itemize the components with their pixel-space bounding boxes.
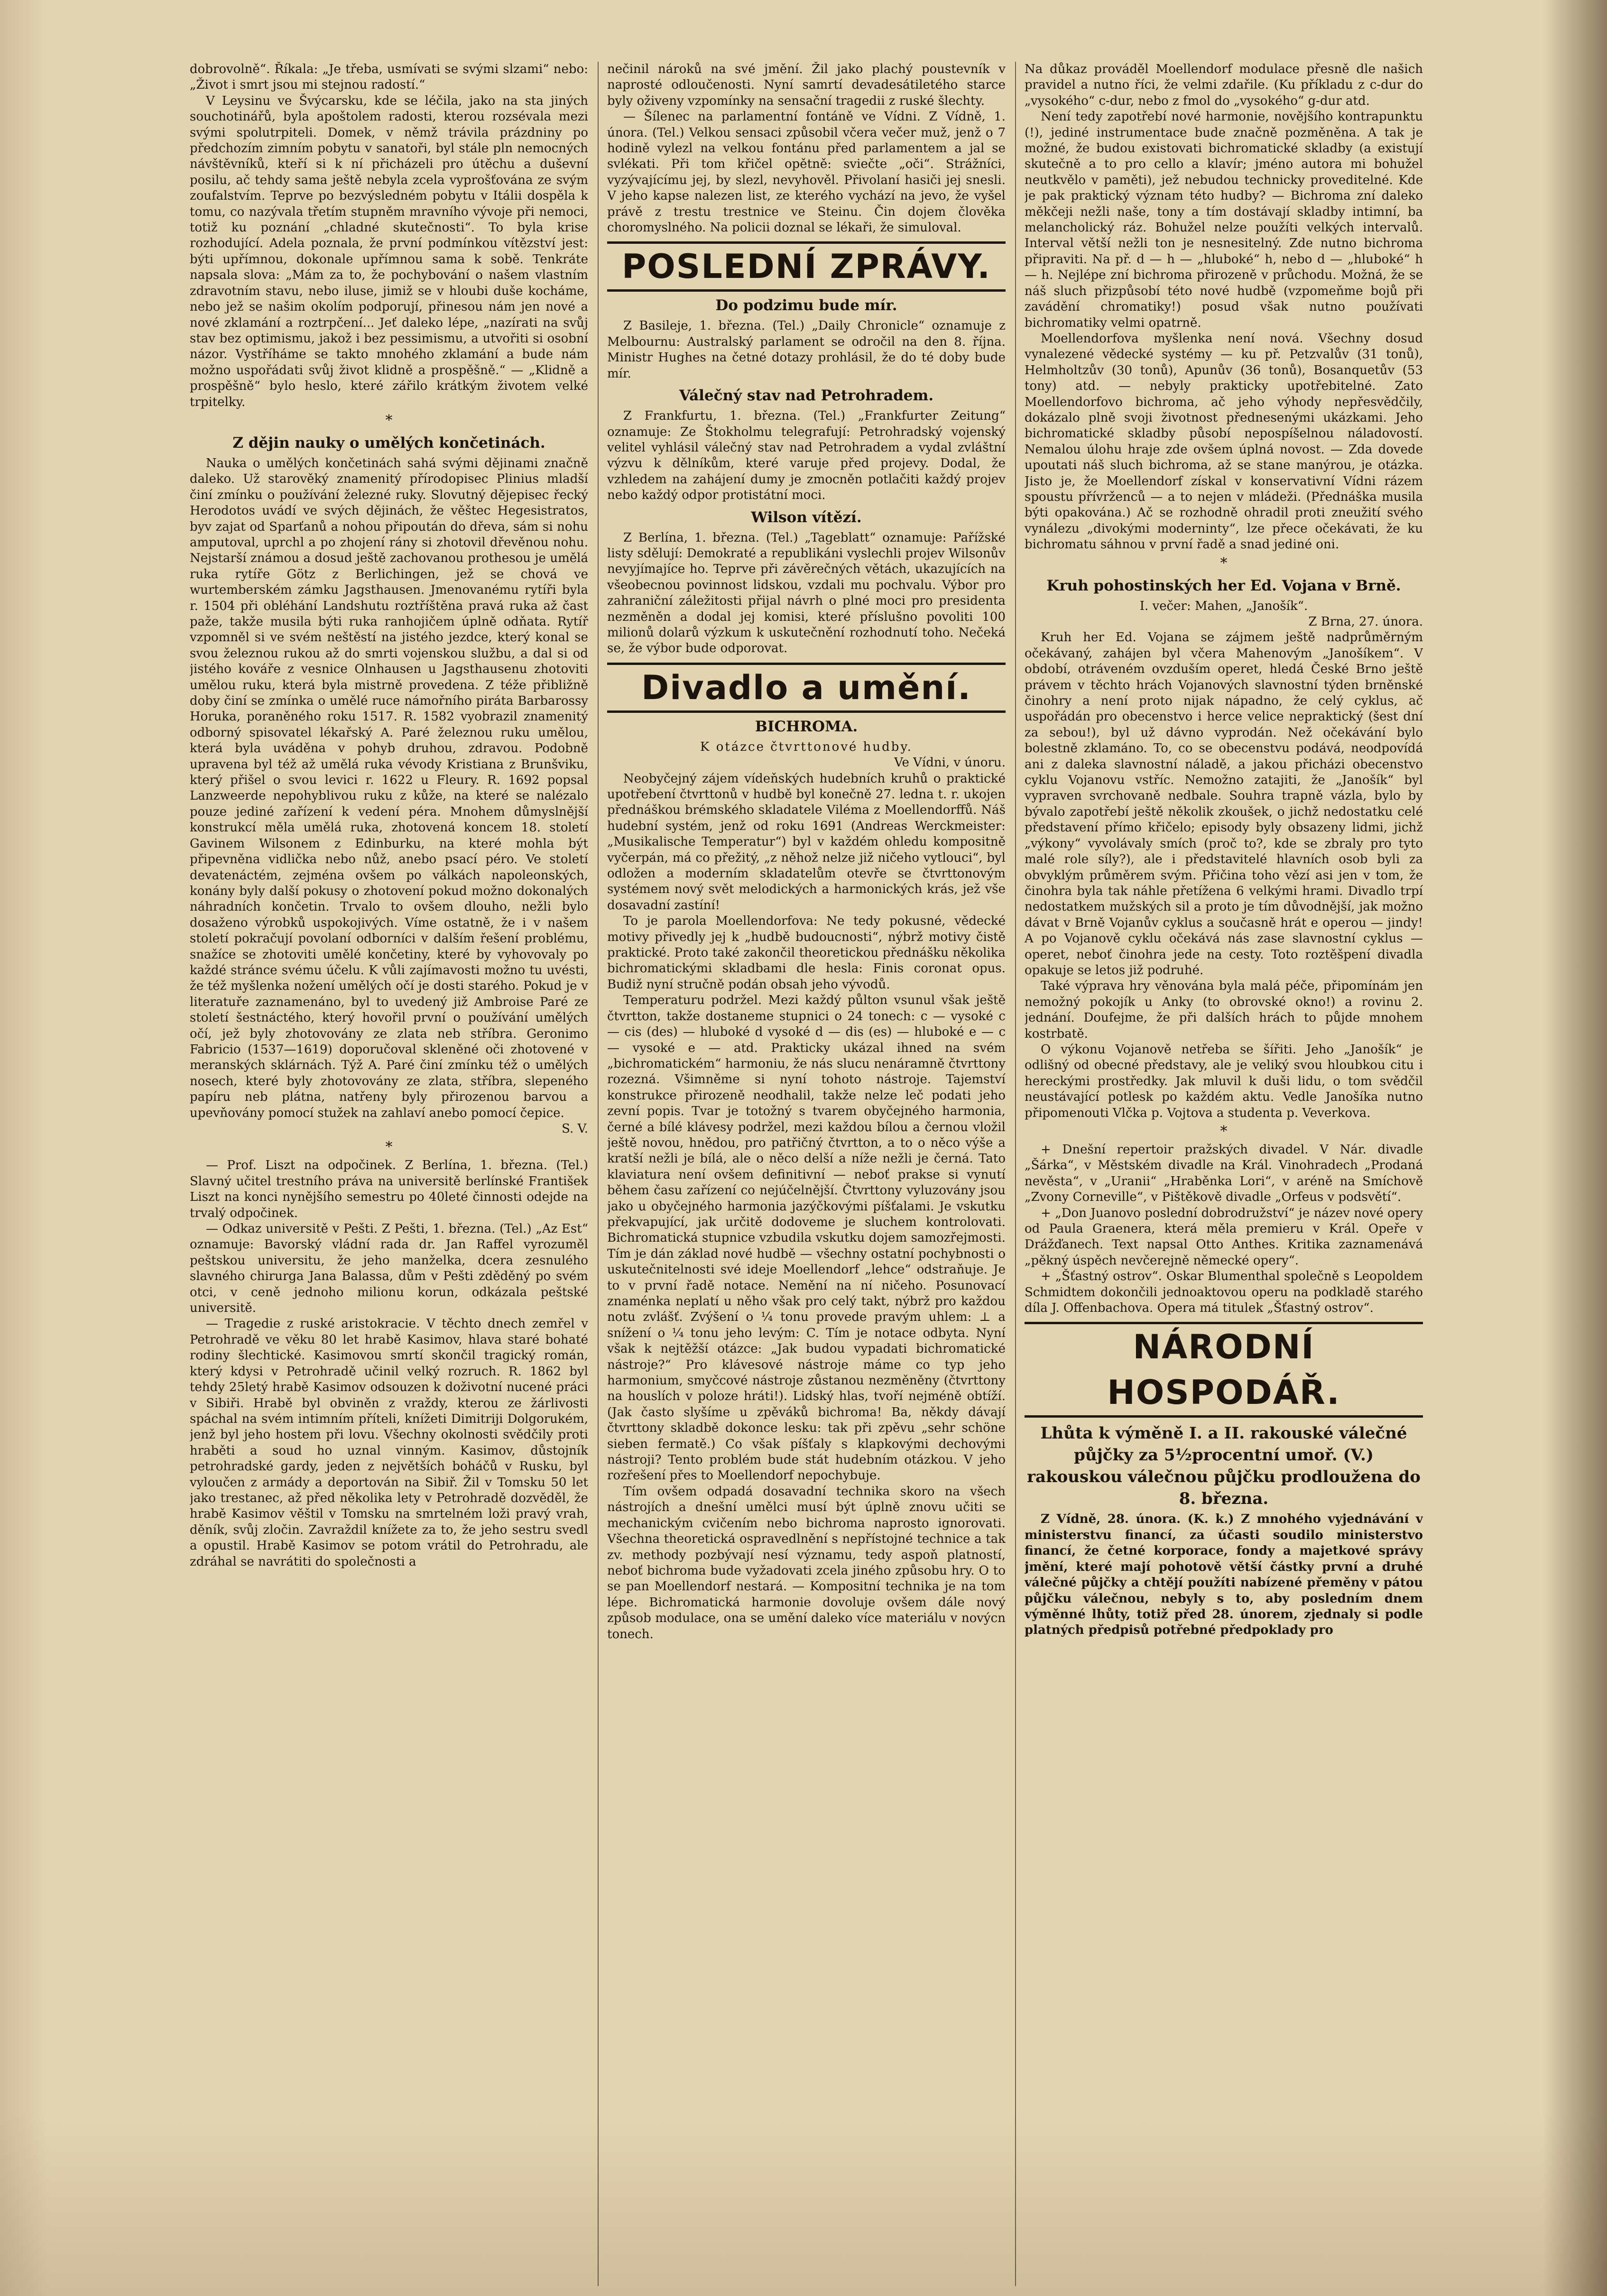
- news-item-odkaz: — Odkaz universitě v Pešti. Z Pešti, 1. března. (Tel.) „Az Est“ oznamuje: Bavorský vládní rada dr. Jan Raffel vyrozuměl peštskou universitu, že jeho manželka, dcera zesnulého slavného chirurga Jana Balassa, dům v Pešti zděděný po svém otci, v ceně jednoho milionu korun, odkázala peštské universitě.: [190, 1222, 588, 1316]
- column-rule-right: [1015, 62, 1016, 2286]
- heading-do-podzimu: Do podzimu bude mír.: [715, 297, 897, 314]
- news-item-don-juan: + „Don Juanovo poslední dobrodružství“ je název nové opery od Paula Graenera, která měla premieru v Král. Opeře v Drážďanech. Text napsal Otto Anthes. Kritika zaznamenává „pěkný úspěch nevčerejně německé opery“.: [1025, 1206, 1423, 1268]
- heading-wilson: Wilson vítězí.: [751, 508, 862, 526]
- article-lhuta-text: Z Vídně, 28. února. (K. k.) Z mnohého vyjednávání v ministerstvu financí, za účasti soudilo ministerstvo financí, že četné korporace, fondy a majetkové správy jmění, které mají pohotově větší částky první a druhé válečné půjčky a chtějí použíti nabízené přeměny v pátou půjčku válečnou, nebyly s to, aby posledním dnem výměnné lhůty, totiž před 28. únorem, zjednaly si podle platných předpisů potřebné předpoklady pro: [1025, 1512, 1423, 1638]
- news-item-continuation: nečinil nároků na své jmění. Žil jako plachý poustevník v naprosté odloučenosti. Nyní samrtí devadesátiletého starce byly oživeny vzpomínky na sensační tragedii z ruské šlechty.: [607, 62, 1006, 108]
- news-item-tragedie: — Tragedie z ruské aristokracie. V těchto dnech zemřel v Petrohradě ve věku 80 let hrabě Kasimov, hlava staré bohaté rodiny šlechtické. Kasimovou smrtí skončil tragický román, který kdysi v Petrohradě učinil velký rozruch. R. 1862 byl tehdy 25letý hrabě Kasimov odsouzen k doživotní nucené práci v Sibiři. Hrabě byl obviněn z vraždy, kterou ze žárlivosti spáchal na svém intimním příteli, knížeti Dimitriji Dolgorukém, jenž byl jeho hostem při lovu. Všechny okolnosti svědčily proti hraběti a soud ho uznal vinným. Kasimov, důstojník petrohradské gardy, jeden z největších boháčů v Rusku, byl vyloučen z armády a deportován na Sibiř. Žil v Tomsku 50 let jako trestanec, až před několika lety v Petrohradě dozvěděl, že hrabě Kasimov věštil v Tomsku na smrtelném loži pravý vrah, děník, svůj zločin. Zavraždil knížete za to, že jeho sestru svedl a opustil. Hrabě Kasimov se potom vrátil do Petrohradu, ale zdráhal se navrátiti do společnosti a: [190, 1317, 588, 1569]
- heading-valecny-stav: Válečný stav nad Petrohradem.: [679, 387, 934, 405]
- news-item-silenec: — Šílenec na parlamentní fontáně ve Vídni. Z Vídně, 1. února. (Tel.) Velkou sensaci způsobil včera večer muž, jenž o 7 hodině vylezl na velkou fontánu před parlamentem a jal se svlékati. Při tom křičel opětně: sviečte „oči“. Strážníci, vyzývajícímu jej, by slezl, nevyhověl. Přivolaní hasiči jej snesli. V jeho kapse nalezen list, ze kterého vychází na jevo, že vyšel právě z trestu trestnice ve Steinu. Čin dojem člověka choromyslného. Na policii doznal se lékaři, že simuloval.: [607, 110, 1006, 235]
- article-kruh-text: Kruh her Ed. Vojana se zájmem ještě nadprůměrným očekávaný, zahájen byl včera Mahenovým „Janošíkem“. V období, otráveném ovzduším operet, hledá České Brno ještě právem v těchto hrách Vojanových slavnostní týden brněnské činohry a není proto nijak nápadno, že celý cyklus, ač uspořádán pro obecenstvo i herce velice nepraktický (šest dní za sebou!), byl už dávno vyprodán. Než očekávání bylo bolestně zklamáno. To, co se obecenstvu podává, neodpovídá ani z daleka slavnostní náladě, a jakou přicházi obecenstvo cyklu Vojanovu vstříc. Nemožno zatajiti, že „Janošík“ byl vypraven svrchovaně nedbale. Souhra trapně vázla, bylo by bývalo zapotřebí ještě několik zkoušek, o jichž nedostatku celé představení přímo křičelo; episody byly obsazeny lidmi, jichž „výkony“ vyvolávaly smích (proč to?, kde se zbraly pro tyto malé role síly?), ale i představitelé hlavních osob byli za obvyklým průměrem svým. Přičina toho vězí asi jen v tom, že činohra byla tak náhle přetížena 6 velkými hrami. Divadlo trpí nedostatkem mužských sil a proto je tím důvodnější, jak možno dávat v Brně Vojanův cyklus a současně hrát e operou — jindy! A po Vojanově cyklu očekává nás zase slavnostní cyklus — operet, neboť činohra jede na cesty. Toto roztěšpení divadla opakuje se letos již podruhé.: [1025, 630, 1423, 977]
- article-bichroma-continuation: Na důkaz prováděl Moellendorf modulace přesně dle našich pravidel a nutno říci, že velmi zdařile. (Ku příkladu z c-dur do „vysokého“ c-dur, nebo z fmol do „vysokého“ g-dur atd.: [1025, 62, 1423, 108]
- article-bichroma-temperatura: Temperaturu podržel. Mezi každý půlton vsunul však ještě čtvrtton, takže dostaneme stupnici o 24 tonech: c — vysoké c — cis (des) — hluboké d vysoké d — dis (es) — hluboké e — c — vysoké e — atd. Prakticky ukázal ihned na svém „bichromatickém“ harmoniu, že nás slucu nenáramně čtvrttony rozezná. Všimněme si nyní tohoto nástroje. Tajemství konstrukce přirozeně neodhalil, takže nelze leč podati jeho zevní popis. Tvar je totožný s tvarem obyčejného harmonia, černé a bílé klávesy podržel, mezi každou bílou a černou vložil ještě novou, hnědou, pro patřičný čtvrtton, a to o něco výše a kratší nežli je bílá, ale o něco delší a níže nežli je černá. Tato klaviatura není ovšem definitivní — neboť prakse si vynutí během času zařízení co nejúčelnější. Čtvrttony vyluzovány jsou jako u obyčejného harmonia jazýčkovými píšťalami. Je vskutku překvapující, jak určitě dodoveme je sluchem kontrolovati. Bichromatická stupnice vzbudila vskutku dojem samozřejmosti. Tím je dán základ nové hudbě — všechny ostatní pochybnosti o uskutečnitelnosti své ideje Moellendorf „lehce“ odstraňuje. Je to v první řadě notace. Nemění na ní ničeho. Posunovací znaménka neplatí u něho však pro celý takt, nýbrž pro každou notu zvlášť. Zvýšení o ¼ tonu provede pravým uhlem: ⊥ a snížení o ¼ tonu jeho levým: C. Tím je notace odbyta. Nyní však k nejtěžší otázce: „Jak budou vypadati bichromatické nástroje?“ Pro klávesové nástroje máme co typ jeho harmonium, smyčcové nástroje zůstanou nezměněny (čtvrttony na houslích v poloze hráti!). Lidský hlas, tvoří nejméně obtíží. (Jak často slyšíme u zpěváků bichroma! Ba, někdy dávají čtvrttony skladbě dokonce lesku: tak při zpěvu „sehr schöne sieben fermatě.) Co však píšťaly s klapkovými dechovými nástroji? Tento problém bude stát hudebním otázkou. V jeho rozřešení přes to Moellendorf nepochybuje.: [607, 993, 1006, 1483]
- article-bichroma-technika: Tím ovšem odpadá dosavadní technika skoro na všech nástrojích a dnešní umělci musí být úplně znovu učiti se mechanickým cvičením nebo bichroma naprosto ignorovati. Všechna theoretická ospravedlnění s nepřístojné technice a tak zv. methody pozbývají nesí významu, tedy aspoň platností, neboť bichroma bude vyžadovati zcela jiného způsobu hry. O to se pan Moellendorf nestará. — Kompositní technika je na tom lépe. Bichromatická harmonie dovoluje ovšem dále nový způsob modulace, ona se umění daleko více materiálu v novýcn tonech.: [607, 1484, 1006, 1641]
- article-leysin-text: V Leysinu ve Švýcarsku, kde se léčila, jako na sta jiných souchotinářů, byla apoštolem radosti, kterou rozsévala mezi svými spolutrpiteli. Domek, v němž trávila prázdniny po předchozím zimním pobytu v sanatoři, byl stále pln nemocných návštěvníků, kteří si k ní přicházeli pro útěchu a duševní posilu, ač tehdy sama ještě nebyla zcela vyprošťována ze svým zoufalstvím. Teprve po bezvýsledném pobytu v Itálii dospěla k tomu, co nazývala třetím stupněm mravního vývoje při nemoci, totiž ku poznání „chladné skutečnosti“. To byla krise rozhodující. Adela poznala, že první podmínkou vítězství jest: býti upřímnou, dokonale upřímnou sama k sobě. Tenkráte napsala slova: „Mám za to, že pochybování o našem vlastním zdravotním stavu, nebo iluse, jimiž se v hloubi duše kocháme, nebo jež se našim okolím podporují, přinesou nám jen nové a nové zklamání a roztrpčení... Jeť daleko lépe, „nazírati na svůj stav bez optimismu, jakož i bez pessimismu, a utvořiti si osobní názor. Vystříháme se takto mnohého zklamání a bude nám možno uspořádati svůj život klidně a prospěšně.“ — „Klidně a prospěšně“ bylo heslo, které zářilo krátkým životem velké trpitelky.: [190, 93, 588, 409]
- article-prosthetics-text: Nauka o umělých končetinách sahá svými dějinami značně daleko. Už starověký znamenitý přírodopisec Plinius mladší činí zmínku o používání železné ruky. Slovutný dějepisec řecký Herodotos uvádí ve svých dějinách, že věštec Hegesistratos, byv zajat od Sparťanů a nohou připoután do dřeva, sám si nohu amputoval, uprchl a po zhojení rány si zhotovil dřevěnou nohu. Nejstarší známou a dosud ještě zachovanou prothesou je umělá ruka rytíře Götz z Berlichingen, jež se chová ve wurtemberském zámku Jagsthausen. Jmenovanému rytíři byla r. 1504 při obléhání Landshutu roztříštěna pravá ruka až čast paže, takže musila býti ruka ranhojičem úplně odňata. Rytíř vzpomněl si ve svém neštěstí na jistého jezdce, který konal se svou železnou rukou až do smrti vojenskou službu, a dal si od jistého kováře z vesnice Olnhausen u Jagsthausenu zhotoviti umělou ruku, která byla mistrně provedena. Z téže přibližně doby činí se zmínka o umělé ruce námořního piráta Barbarossy Horuka, poraněného roku 1517. R. 1582 vyobrazil znamenitý odborný spisovatel lékařský A. Paré železnou ruku umělou, která byla uváděna v pohyb druhou, zdravou. Podobně upravena byl též až umělá ruka vévody Kristiana z Brunšviku, který přišel o svou levici r. 1622 u Fleury. R. 1692 popsal Lanzweerde nepohyblivou ruku z kůže, na které se nalézalo pouze jediné zařízení k vedení péra. Mnohem důmyslnější konstrukcí měla umělá ruka, zhotovená koncem 18. století Gavinem Wilsonem z Edinburku, na které mohla být připevněna vidlička nebo nůž, anebo psací péro. Ve století devatenáctém, zejména ovšem po válkách napoleonských, konány byly další pokusy o zhotovení pokud možno dokonalých náhradních končetin. Trvalo to ovšem dlouho, nežli bylo dosaženo výrobků uspokojivých. Víme ostatně, že i v našem století pokračují povolaní odborníci v dalším řešení problému, snažíce se zhotoviti umělé končetiny, které by vyhovovaly po každé stránce svému účelu. K vůli zajímavosti možno tu uvésti, že též myšlenka nožení umělých očí je dosti starého. Pokud je v literatuře zaznamenáno, byl to uvedený již Ambroise Paré ze století šestnáctého, který hovořil první o používání umělých očí, jež byly zhotovovány ze zlata neb stříbra. Geronimo Fabricio (1537—1619) doporučoval skleněné oči zhotovené v meranských sklárnách. Týž A. Paré činí zmínku též o umělých nosech, které byly zhotovovány ze zlata, stříbra, slepeného papíru neb plátna, natřeny byly přirozenou barvou a upevňovány pomocí stužek na zahlaví anebo pomocí čepice.: [190, 456, 588, 1120]
- section-banner-divadlo: Divadlo a umění.: [607, 663, 1006, 713]
- subheading-bichroma: K otázce čtvrttonové hudby.: [700, 739, 913, 754]
- article-bichroma-harmonie: Není tedy zapotřebí nové harmonie, novějšího kontrapunktu (!), jediné instrumentace bude značně pozměněna. A tak je možné, že budou existovati bichromatické skladby (a existují skutečně a to pro cello a klavír; jméno autora mi bohužel neutkvělo v paměti), jež nebudou technicky proveditelné. Kde je pak praktický význam této hudby? — Bichroma zní daleko měkčeji nežli naše, tony a tím dostávají skladby intimní, ba melancholický ráz. Bohužel nelze použíti velkých intervalů. Interval větší nežli ton je nesnesitelný. Zde nutno bichroma připraviti. Na př. d — h — „hluboké“ h, nebo d — „hluboké“ h — h. Nejlépe zní bichroma přirozeně v průchodu. Možná, že se náš sluch přizpůsobí této nové hudbě (vzpomeňme bojů při zavádění chromatiky!) posud však nutno používati bichromatiky velmi opatrně.: [1025, 110, 1423, 330]
- newspaper-page: [190, 62, 1423, 2286]
- heading-kruh-vojana: Kruh pohostinských her Ed. Vojana v Brně.: [1046, 577, 1401, 594]
- news-item-frankfurt: Z Frankfurtu, 1. března. (Tel.) „Frankfurter Zeitung“ oznamuje: Ze Štokholmu telegrafují: Petrohradský vojenský velitel vyhlásil válečný stav nad Petrohradem a vydal zvláštní výzvu k dělníkům, které varuje před projevy. Dodal, že vzhledem na zahájení dumy je zmocněn potlačiti každý projev nebo každý odpor protistátní moci.: [607, 409, 1006, 503]
- article-bichroma-myslenka: Moellendorfova myšlenka není nová. Všechny dosud vynalezené vědecké systémy — ku př. Petzvalův (31 tonů), Helmholtzův (30 tonů), Apunův (36 tonů), Bosanquetův (53 tony) atd. — nebyly prakticky upotřebitelné. Zato Moellendorfovo bichroma, ač jeho výhody nepřesvědčily, dokázalo plně svoji životnost přednesenými ukázkami. Jeho bichromatické skladby působí nepospíšelnou náladovostí. Nemalou úlohu hraje zde ovšem úplná novost. — Zda dovede upoutati náš sluch bichroma, až se stane manýrou, je otázka. Jisto je, že Moellendorf získal v konservativní Vídni rázem spoustu přívrženců — a to nejen v mládeži. (Přednáška musila býti opakována.) Ač se rozhodně ohradil proti zneužití svého vynálezu „divokými moderninty“, lze přece očekávati, že ku bichromatu sáhnou v první řadě a snad jediné oni.: [1025, 331, 1423, 552]
- article-vyprava-text: Také výprava hry věnována byla malá péče, připomínám jen nemožný pokojík u Anky (to obrovské okno!) a rovinu 2. jednání. Doufejme, že při dalších hrách to půjde mnohem kostrbatě.: [1025, 979, 1423, 1041]
- news-item-liszt: — Prof. Liszt na odpočinek. Z Berlína, 1. března. (Tel.) Slavný učitel trestního práva na universitě berlínské František Liszt na konci nynějšího semestru po 40leté činnosti odejde na trvalý odpočinek.: [190, 1158, 588, 1220]
- article-heading-prosthetics: Z dějin nauky o umělých končetinách.: [232, 434, 545, 452]
- article-dateline: Ve Vídni, v únoru.: [894, 756, 1006, 770]
- section-banner-narodni-hospodar: NÁRODNÍ HOSPODÁŘ.: [1025, 1322, 1423, 1418]
- heading-lhuta: Lhůta k výměně I. a II. rakouské válečné půjčky za 5½procentní umoř. (V.) rakouskou válečnou půjčku prodloužena do 8. března.: [1027, 1424, 1421, 1509]
- column-left: [190, 62, 588, 2286]
- article-bichroma-intro: Neobyčejný zájem vídeňských hudebních kruhů o praktické upotřebení čtvrttonů v hudbě byl konečně 27. ledna t. r. ukojen přednáškou brémského skladatele Viléma z Moellendorffů. Náš hudební systém, jenž od roku 1691 (Andreas Werckmeister: „Musikalische Temperatur“) byl v každém ohledu kompositně vyčerpán, má co přežitý, „z něhož nelze již ničeho vytlouci“, byl odložen a moderním skladatelům otevře se čtvrttonovým systémem nový svět melodických a harmonických krás, jež vše dosavadní zastíní!: [607, 771, 1006, 913]
- column-middle: [607, 62, 1006, 2286]
- news-item-berlin: Z Berlína, 1. března. (Tel.) „Tageblatt“ oznamuje: Pařížské listy sdělují: Demokraté a republikáni vyslechli projev Wilsonův nevyjímajíce ho. Teprve při závěrečných větách, ukazujících na všeobecnou povinnost lidskou, vzdali mu pochvalu. Výbor pro zahraniční záležitosti přijal návrh o plné moci pro presidenta nezměněn a dodal jej komisi, které příslušno povoliti 100 milionů dolarů výzkum k uskutečnění rozhodnutí toho. Nečeká se, že výbor bude odporovat.: [607, 530, 1006, 656]
- article-vykon-text: O výkonu Vojanově netřeba se šířiti. Jeho „Janošík“ je odlišný od obecné představy, ale je veliký svou hloubkou citu i hereckými prostředky. Jak mluvil k duši lidu, o tom svědčil neustávající potlesk po každém aktu. Vedle Janošíka nutno připomenouti Vlčka p. Vojtova a studenta p. Veverkova.: [1025, 1042, 1423, 1120]
- news-item-stastny-ostrov: + „Šťastný ostrov“. Oskar Blumenthal společně s Leopoldem Schmidtem dokončili jednoaktovou operu na podkladě starého díla J. Offenbachova. Opera má titulek „Šťastný ostrov“.: [1025, 1269, 1423, 1316]
- news-item-repertoir: + Dnešní repertoir pražských divadel. V Nár. divadle „Šárka“, v Městském divadle na Král. Vinohradech „Prodaná nevěsta“, v „Uranii“ „Hraběnka Lori“, v aréně na Smíchově „Zvony Corneville“, v Pištěkově divadle „Orfeus v podsvětí“.: [1025, 1143, 1423, 1205]
- article-dateline-brno: Z Brna, 27. února.: [1308, 615, 1423, 629]
- section-separator: *: [1220, 1123, 1228, 1140]
- section-banner-posledni-zpravy: POSLEDNÍ ZPRÁVY.: [607, 241, 1006, 292]
- article-bichroma-parola: To je parola Moellendorfova: Ne tedy pokusné, vědecké motivy přivedly jej k „hudbě budoucnosti“, nýbrž motivy čistě praktické. Proto také zakončil theoretickou přednášku několika bichromatickými skladbami dle hesla: Finis coronat opus. Budiž nyní stručně podán obsah jeho vývodů.: [607, 914, 1006, 992]
- column-right: [1025, 62, 1423, 2286]
- article-continuation-text: dobrovolně“. Říkala: „Je třeba, usmívati se svými slzami“ nebo: „Život i smrt jsou mi stejnou radostí.“: [190, 62, 588, 92]
- section-separator: *: [385, 1139, 393, 1156]
- news-item-basilej: Z Basileje, 1. března. (Tel.) „Daily Chronicle“ oznamuje z Melbournu: Australský parlament se odročil na den 8. října. Ministr Hughes na četné dotazy prohlásil, že do té doby bude mír.: [607, 319, 1006, 381]
- column-rule-left: [598, 62, 599, 2286]
- section-separator: *: [1220, 554, 1228, 572]
- section-separator: *: [385, 412, 393, 429]
- article-signature: S. V.: [562, 1122, 588, 1136]
- heading-bichroma: BICHROMA.: [755, 718, 858, 735]
- subheading-janosik: I. večer: Mahen, „Janošík“.: [1139, 599, 1308, 613]
